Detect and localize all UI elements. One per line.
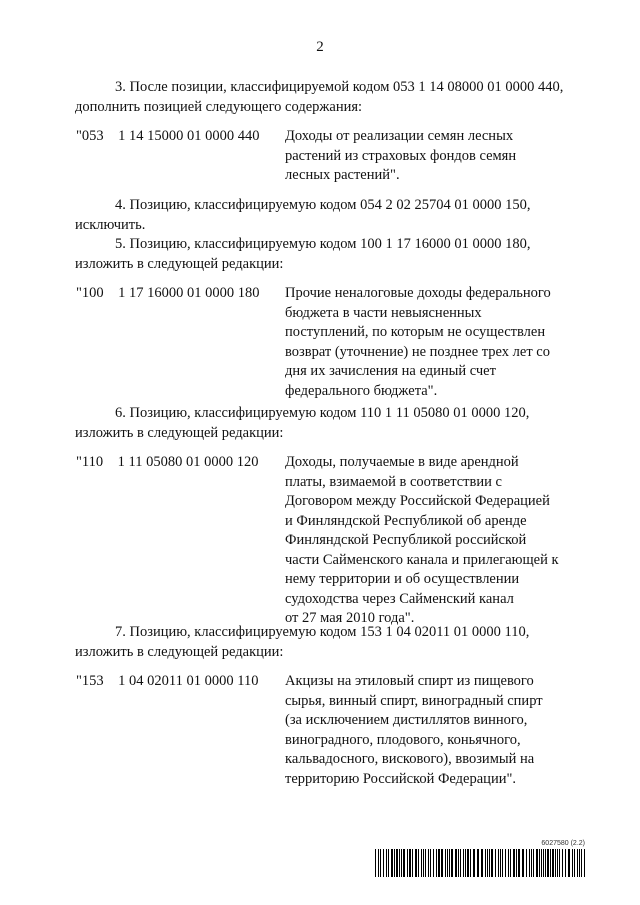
item-7-description xyxy=(285,672,575,789)
item-6-desc-line: части Сайменского канала и прилегающей к xyxy=(285,551,559,568)
barcode-bar xyxy=(510,849,511,877)
barcode-bar xyxy=(445,849,446,877)
barcode-image xyxy=(375,849,585,877)
item-3-line-1: 3. После позиции, классифицируемой кодом 053 1 14 08000 01 0000 440, xyxy=(115,79,564,95)
item-7-desc-line: виноградного, плодового, коньячного, xyxy=(285,731,521,748)
barcode-bar xyxy=(577,849,578,877)
item-6-desc-line: судоходства через Сайменский канал xyxy=(285,590,514,607)
barcode-bar xyxy=(581,849,582,877)
barcode-bar xyxy=(451,849,453,877)
barcode-bar xyxy=(516,849,517,877)
barcode-bar xyxy=(526,849,527,877)
item-6-desc-line: нему территории и об осуществлении xyxy=(285,571,520,587)
barcode-bar xyxy=(485,849,486,877)
barcode-bar xyxy=(436,849,437,877)
barcode-bar xyxy=(522,849,524,877)
barcode-bar xyxy=(489,849,490,877)
barcode-bar xyxy=(430,849,431,877)
item-4-paragraph xyxy=(75,196,565,235)
item-6-line-1: 6. Позицию, классифицируемую кодом 110 1 11 05080 01 0000 120, xyxy=(115,405,530,421)
barcode-bar xyxy=(425,849,426,877)
barcode-bar xyxy=(541,849,542,877)
barcode-bar xyxy=(518,849,520,877)
item-5-desc-line: поступлений, по которым не осуществлен xyxy=(285,324,546,340)
barcode-bar xyxy=(463,849,464,877)
barcode-bar xyxy=(433,849,434,877)
item-7-desc-line: Акцизы на этиловый спирт из пищевого xyxy=(285,673,534,689)
item-6-line-2: изложить в следующей редакции: xyxy=(75,424,284,441)
item-5-code: "100 1 17 16000 01 0000 180 xyxy=(76,285,260,301)
item-7-line-1: 7. Позицию, классифицируемую кодом 153 1 04 02011 01 0000 110, xyxy=(115,624,530,640)
barcode-label: 6027580 (2.2) xyxy=(541,840,585,847)
barcode-bar xyxy=(378,849,379,877)
barcode-bar xyxy=(568,849,570,877)
barcode-bar xyxy=(557,849,558,877)
barcode-bar xyxy=(533,849,534,877)
barcode-bar xyxy=(547,849,549,877)
item-5-desc-line: дня их зачисления на единый счет xyxy=(285,363,496,379)
item-6-desc-line: и Финляндской Республикой об аренде xyxy=(285,512,527,529)
barcode-bar xyxy=(394,849,395,877)
barcode-bar xyxy=(529,849,530,877)
barcode-bar xyxy=(415,849,417,877)
item-6-desc-line: Доходы, получаемые в виде арендной xyxy=(285,454,519,470)
barcode-bar xyxy=(428,849,429,877)
barcode-bar xyxy=(552,849,554,877)
item-4-line-1: 4. Позицию, классифицируемую кодом 054 2 02 25704 01 0000 150, xyxy=(115,197,531,213)
barcode-bar xyxy=(412,849,413,877)
item-5-line-2: изложить в следующей редакции: xyxy=(75,255,284,272)
barcode-bar xyxy=(375,849,376,877)
barcode-bar xyxy=(407,849,408,877)
barcode-bar xyxy=(498,849,499,877)
barcode-bar xyxy=(386,849,387,877)
barcode-bar xyxy=(447,849,448,877)
barcode-bar xyxy=(409,849,411,877)
item-3-desc-line: Доходы от реализации семян лесных xyxy=(285,128,514,144)
item-4-line-2: исключить. xyxy=(75,216,146,233)
item-6-desc-line: Финляндской Республикой российской xyxy=(285,532,527,548)
barcode-bar xyxy=(383,849,384,877)
barcode-bar xyxy=(449,849,450,877)
barcode-bar xyxy=(505,849,506,877)
item-3-desc-line: растений из страховых фондов семян xyxy=(285,147,517,164)
barcode-bar xyxy=(391,849,393,877)
item-6-desc-line: платы, взимаемой в соответствии с xyxy=(285,473,502,490)
item-3-description xyxy=(285,127,575,186)
item-5-desc-line: возврат (уточнение) не позднее трех лет со xyxy=(285,343,550,360)
barcode-bar xyxy=(531,849,532,877)
item-3-paragraph xyxy=(75,78,565,117)
barcode-bar xyxy=(388,849,389,877)
barcode-bar xyxy=(555,849,556,877)
item-6-paragraph xyxy=(75,404,565,443)
item-5-description xyxy=(285,284,575,401)
item-7-desc-line: территорию Российской Федерации". xyxy=(285,770,517,787)
item-5-paragraph xyxy=(75,235,565,274)
page-number: 2 xyxy=(316,39,324,55)
barcode-bar xyxy=(562,849,563,877)
barcode-bar xyxy=(481,849,483,877)
barcode-bar xyxy=(438,849,440,877)
item-7-paragraph xyxy=(75,623,565,662)
barcode-bar xyxy=(380,849,381,877)
barcode-bar xyxy=(545,849,546,877)
item-6-desc-line: от 27 мая 2010 года". xyxy=(285,610,415,626)
item-5-line-1: 5. Позицию, классифицируемую кодом 100 1 17 16000 01 0000 180, xyxy=(115,236,531,252)
barcode-bar xyxy=(491,849,493,877)
item-3-line-2: дополнить позицией следующего содержания: xyxy=(75,98,363,115)
barcode-bar xyxy=(423,849,424,877)
item-7-desc-line: сырья, винный спирт, виноградный спирт xyxy=(285,692,543,709)
item-5-desc-line: бюджета в части невыясненных xyxy=(285,304,482,321)
barcode-bar xyxy=(572,849,573,877)
barcode-bar xyxy=(565,849,566,877)
barcode-bar xyxy=(487,849,488,877)
item-6-description xyxy=(285,453,575,629)
barcode-bar xyxy=(403,849,405,877)
barcode-bar xyxy=(399,849,400,877)
barcode-bar xyxy=(513,849,515,877)
barcode-bar xyxy=(502,849,503,877)
barcode-bar xyxy=(559,849,560,877)
item-5-desc-line: федерального бюджета". xyxy=(285,382,438,399)
item-7-desc-line: (за исключением дистиллятов винного, xyxy=(285,712,528,728)
barcode-bar xyxy=(401,849,402,877)
barcode-bar xyxy=(455,849,457,877)
barcode-bar xyxy=(396,849,398,877)
barcode-bar xyxy=(441,849,443,877)
item-3-desc-line: лесных растений". xyxy=(285,167,400,183)
barcode-bar xyxy=(495,849,496,877)
barcode-bar xyxy=(550,849,551,877)
item-7-code: "153 1 04 02011 01 0000 110 xyxy=(76,673,259,689)
barcode-bar xyxy=(421,849,422,877)
barcode-bar xyxy=(574,849,575,877)
barcode-bar xyxy=(500,849,501,877)
barcode-bar xyxy=(418,849,419,877)
item-7-line-2: изложить в следующей редакции: xyxy=(75,643,284,660)
item-6-code: "110 1 11 05080 01 0000 120 xyxy=(76,454,259,470)
barcode-bar xyxy=(508,849,509,877)
item-7-desc-line: кальвадосного, вискового), ввозимый на xyxy=(285,751,535,767)
barcode-bar xyxy=(467,849,469,877)
barcode-bar xyxy=(465,849,466,877)
barcode-bar xyxy=(536,849,538,877)
barcode-bar xyxy=(579,849,580,877)
item-3-code: "053 1 14 15000 01 0000 440 xyxy=(76,128,260,144)
item-6-desc-line: Договором между Российской Федерацией xyxy=(285,493,550,509)
barcode-bar xyxy=(460,849,461,877)
barcode-bar xyxy=(473,849,475,877)
barcode-bar xyxy=(470,849,471,877)
barcode-bar xyxy=(539,849,540,877)
item-5-desc-line: Прочие неналоговые доходы федерального xyxy=(285,285,551,301)
barcode-bar xyxy=(584,849,585,877)
document-barcode-block xyxy=(375,840,585,880)
barcode-bar xyxy=(458,849,459,877)
barcode-bar xyxy=(543,849,544,877)
barcode-bar xyxy=(477,849,479,877)
